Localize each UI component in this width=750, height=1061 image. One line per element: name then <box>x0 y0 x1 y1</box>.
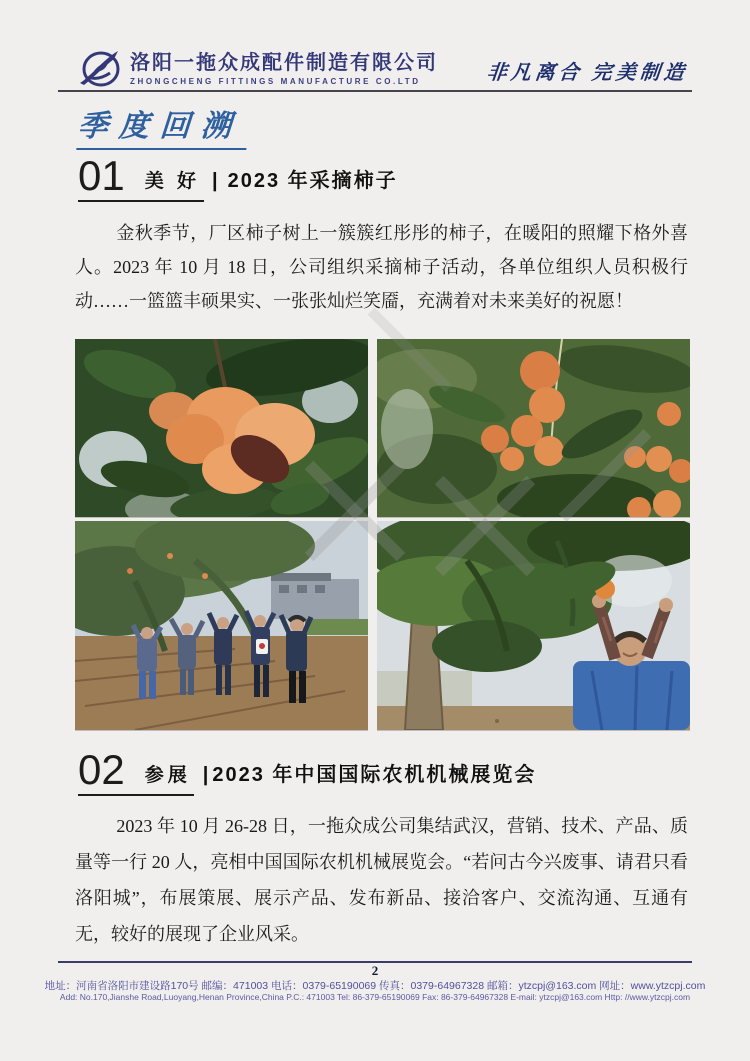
company-name-block <box>130 52 438 86</box>
company-name-cn: 洛阳一拖众成配件制造有限公司 <box>130 52 438 74</box>
company-slogan: 非凡离合 完美制造 <box>485 62 689 84</box>
footer-address-en: Add: No.170,Jianshe Road,Luoyang,Henan Province,China P.C.: 471003 Tel: 86-379-65190069 Fax: 86-379-64967328 E-mail: ytzcpj@163.com Http: //www.ytzcpj.com <box>59 992 691 1002</box>
section-tag: 美 好 <box>144 171 200 192</box>
photo-group-picking <box>75 521 368 730</box>
section-number: 01 <box>78 152 125 199</box>
footer-address-cn: 地址：河南省洛阳市建设路170号 邮编：471003 电话：0379-65190069 传真：0379-64967328 邮箱：ytzcpj@163.com 网址：www.ytzcpj.com <box>44 980 706 992</box>
section-number: 02 <box>78 746 125 793</box>
section-heading: 2023 年采摘柿子 <box>227 170 398 192</box>
section-01-paragraph: 金秋季节，厂区柿子树上一簇簇红彤彤的柿子，在暖阳的照耀下格外喜人。2023 年 10 月 18 日，公司组织采摘柿子活动，各单位组织人员积极行动……一篮篮丰硕果实、一张张灿烂笑靥，充满着对未来美好的祝愿！ <box>75 223 688 311</box>
section-tag: 参展 <box>144 765 191 786</box>
section-02-header <box>78 746 537 793</box>
page-number: 2 <box>371 963 379 978</box>
photo-worker-picking <box>377 521 690 730</box>
section-separator: | <box>202 764 209 786</box>
company-name-en: ZHONGCHENG FITTINGS MANUFACTURE CO.LTD <box>130 77 421 86</box>
section-separator: | <box>212 170 218 192</box>
section-01-header <box>78 152 398 199</box>
header-divider <box>58 90 692 92</box>
section-02-paragraph: 2023 年 10 月 26-28 日，一拖众成公司集结武汉，营销、技术、产品、质量等一行 20 人，亮相中国国际农机机械展览会。“若问古今兴废事、请君只看洛阳城”，布展策展、展示产品、发布新品、接洽客户、交流沟通、互通有无，较好的展现了企业风采。 <box>75 816 688 944</box>
photo-persimmons-closeup <box>75 339 368 517</box>
section-02-underline <box>78 794 194 796</box>
photo-persimmon-tree <box>377 339 690 517</box>
section-01-underline <box>78 200 204 202</box>
page-title: 季度回溯 <box>76 101 249 150</box>
company-logo-icon <box>74 47 124 89</box>
section-heading: 2023 年中国国际农机机械展览会 <box>212 764 537 786</box>
